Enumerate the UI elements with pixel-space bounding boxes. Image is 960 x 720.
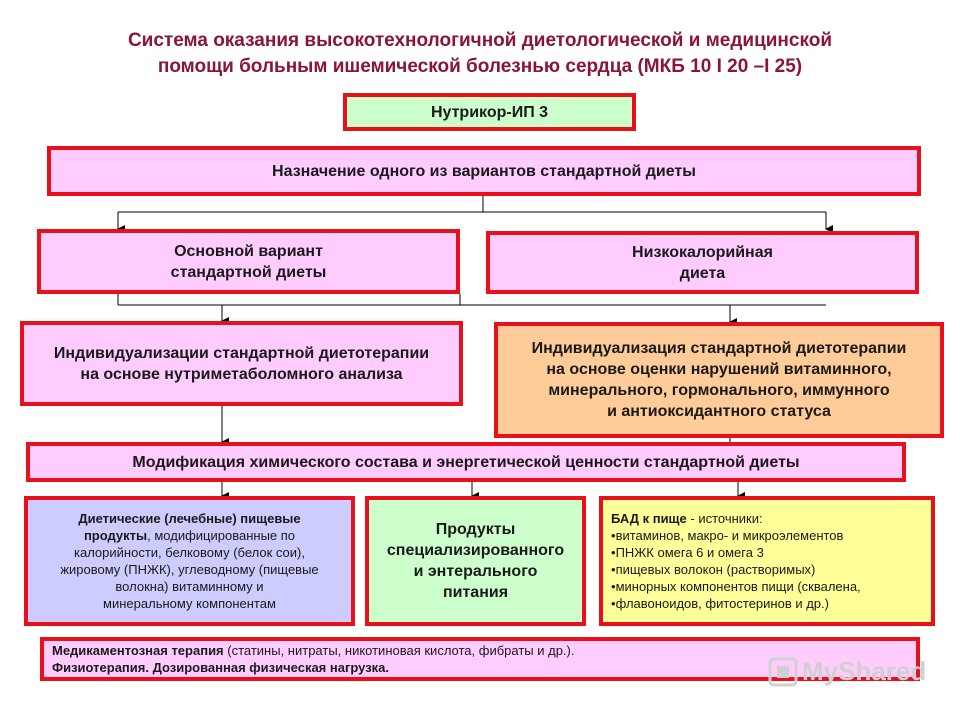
- dietary-bold-2: продукты: [83, 528, 148, 543]
- watermark-logo-icon: [768, 657, 798, 687]
- title-line-1: Система оказания высокотехнологичной диетологической и медицинской: [127, 30, 833, 51]
- special-line-2: специализированного: [386, 542, 565, 559]
- low-calorie-line-2: диета: [679, 264, 726, 282]
- dietary-line-3: калорийности, белковому (белок сои),: [74, 545, 305, 560]
- medication-bold: Медикаментозная терапия: [52, 643, 224, 658]
- modification-box: [26, 442, 906, 482]
- individualization-right-box: [494, 322, 944, 438]
- dietary-line-6: минеральному компонентам: [103, 596, 276, 611]
- indiv-right-line-1: Индивидуализация стандартной диетотерапии: [531, 340, 907, 357]
- supplements-item: • витаминов, макро- и микроэлементов: [611, 527, 861, 544]
- supplements-item: • ПНЖК омега 6 и омега 3: [611, 544, 861, 561]
- indiv-right-line-2: на основе оценки нарушений витаминного,: [546, 361, 892, 378]
- medication-line: [52, 642, 575, 659]
- special-line-1: Продукты: [435, 521, 516, 538]
- basic-diet-box: [37, 229, 460, 294]
- special-line-3: и энтерального: [413, 563, 538, 580]
- basic-diet-line-2: стандартной диеты: [170, 263, 327, 281]
- dietary-line-4: жировому (ПНЖК), углеводному (пищевые: [60, 562, 319, 577]
- physiotherapy-line: Физиотерапия. Дозированная физическая нагрузка.: [52, 660, 390, 675]
- basic-diet-line-1: Основной вариант: [174, 242, 323, 260]
- nutrikor-label: Нутрикор-ИП 3: [430, 103, 549, 121]
- individualization-left-box: [20, 321, 463, 406]
- assign-diet-label: Назначение одного из вариантов стандартной диеты: [272, 162, 696, 180]
- supplements-box: [599, 496, 935, 626]
- supplements-bold: БАД к пище: [611, 511, 687, 526]
- dietary-line-2: [60, 527, 318, 544]
- indiv-right-line-3: минерального, гормонального, иммунного: [548, 382, 890, 399]
- indiv-left-line-1: Индивидуализации стандартной диетотерапии: [53, 344, 430, 362]
- dietary-line-5: волокна) витаминному и: [115, 579, 264, 594]
- indiv-right-line-4: и антиоксидантного статуса: [607, 403, 831, 420]
- supplements-item: • минорных компонентов пищи (сквалена,: [611, 578, 861, 595]
- low-calorie-diet-box: [486, 231, 919, 294]
- dietary-products-box: [24, 496, 355, 626]
- supplements-item: • флавоноидов, фитостеринов и др.): [611, 595, 861, 612]
- dietary-rest-1: , модифицированные по: [147, 528, 296, 543]
- modification-label: Модификация химического состава и энергетической ценности стандартной диеты: [132, 453, 800, 471]
- supplements-rest: - источники:: [686, 511, 763, 526]
- low-calorie-line-1: Низкокалорийная: [632, 243, 773, 261]
- assign-diet-box: [47, 146, 921, 196]
- supplements-header: [611, 510, 861, 527]
- watermark: [768, 656, 926, 687]
- supplements-item: • пищевых волокон (растворимых): [611, 561, 861, 578]
- special-line-4: питания: [442, 584, 509, 601]
- indiv-left-line-2: на основе нутриметаболомного анализа: [80, 365, 403, 383]
- specialized-products-box: [365, 496, 586, 626]
- nutrikor-box: [343, 93, 636, 131]
- medication-rest: (статины, нитраты, никотиновая кислота, фибраты и др.).: [223, 643, 575, 658]
- dietary-line-1: [60, 510, 318, 527]
- watermark-text: MyShared: [802, 656, 927, 686]
- supplements-list: [611, 527, 861, 612]
- title-line-2: помощи больным ишемической болезнью сердца (МКБ 10 I 20 –I 25): [157, 56, 803, 77]
- dietary-bold-1: Диетические (лечебные) пищевые: [78, 511, 301, 526]
